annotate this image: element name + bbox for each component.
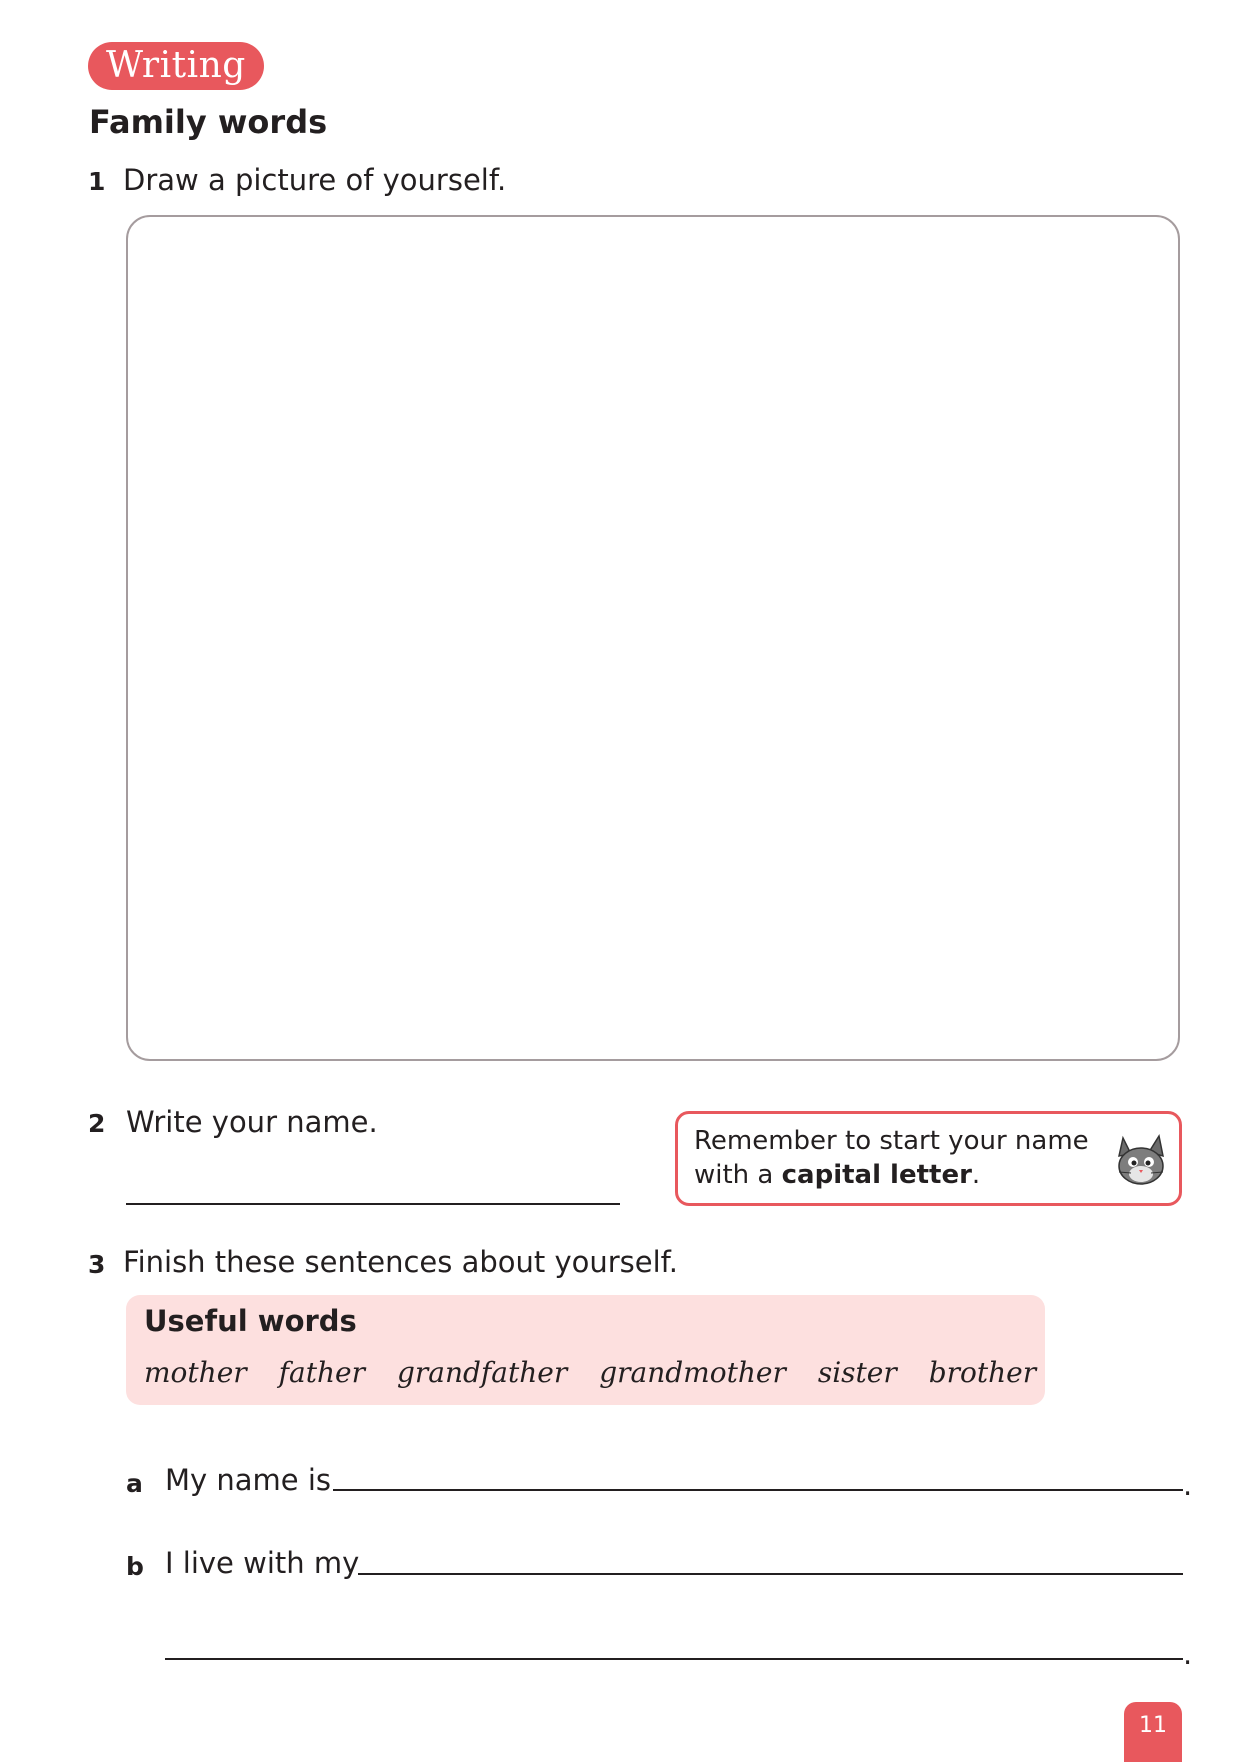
useful-words-list <box>144 1355 1036 1391</box>
useful-words-box <box>126 1295 1045 1405</box>
word-grandfather: grandfather <box>396 1356 568 1389</box>
sentence-b-line-2[interactable] <box>165 1658 1183 1660</box>
question-1-text: Draw a picture of yourself. <box>123 163 507 197</box>
useful-words-title: Useful words <box>144 1304 357 1338</box>
page-number: 11 <box>1124 1702 1182 1762</box>
tip-box <box>675 1111 1182 1206</box>
name-writing-line[interactable] <box>126 1203 620 1205</box>
tip-line-1: Remember to start your name <box>694 1126 1089 1156</box>
word-father: father <box>278 1356 365 1389</box>
word-grandmother: grandmother <box>599 1356 786 1389</box>
sentence-a-line[interactable] <box>333 1489 1183 1491</box>
sentence-a-period: . <box>1183 1468 1193 1502</box>
question-3-text: Finish these sentences about yourself. <box>123 1245 678 1279</box>
sentence-b-period: . <box>1183 1637 1193 1671</box>
question-2-text: Write your name. <box>126 1105 378 1139</box>
tip-text <box>694 1124 1094 1192</box>
tip-emphasis: capital letter <box>781 1160 972 1190</box>
word-brother: brother <box>928 1356 1037 1389</box>
cat-icon <box>1109 1128 1173 1192</box>
question-2-number: 2 <box>88 1109 106 1138</box>
word-mother: mother <box>144 1356 247 1389</box>
sentence-b-line-1[interactable] <box>358 1573 1183 1575</box>
drawing-area[interactable] <box>126 215 1180 1061</box>
sentence-a-letter: a <box>126 1469 143 1498</box>
page-title: Family words <box>89 103 328 141</box>
section-label: Writing <box>88 42 264 90</box>
sentence-b-letter: b <box>126 1552 144 1581</box>
tip-line-2: with a capital letter. <box>694 1160 981 1190</box>
question-3-number: 3 <box>88 1250 106 1279</box>
sentence-a-text: My name is <box>165 1463 332 1497</box>
sentence-b-text: I live with my <box>165 1546 360 1580</box>
word-sister: sister <box>817 1356 897 1389</box>
question-1-number: 1 <box>88 167 106 196</box>
